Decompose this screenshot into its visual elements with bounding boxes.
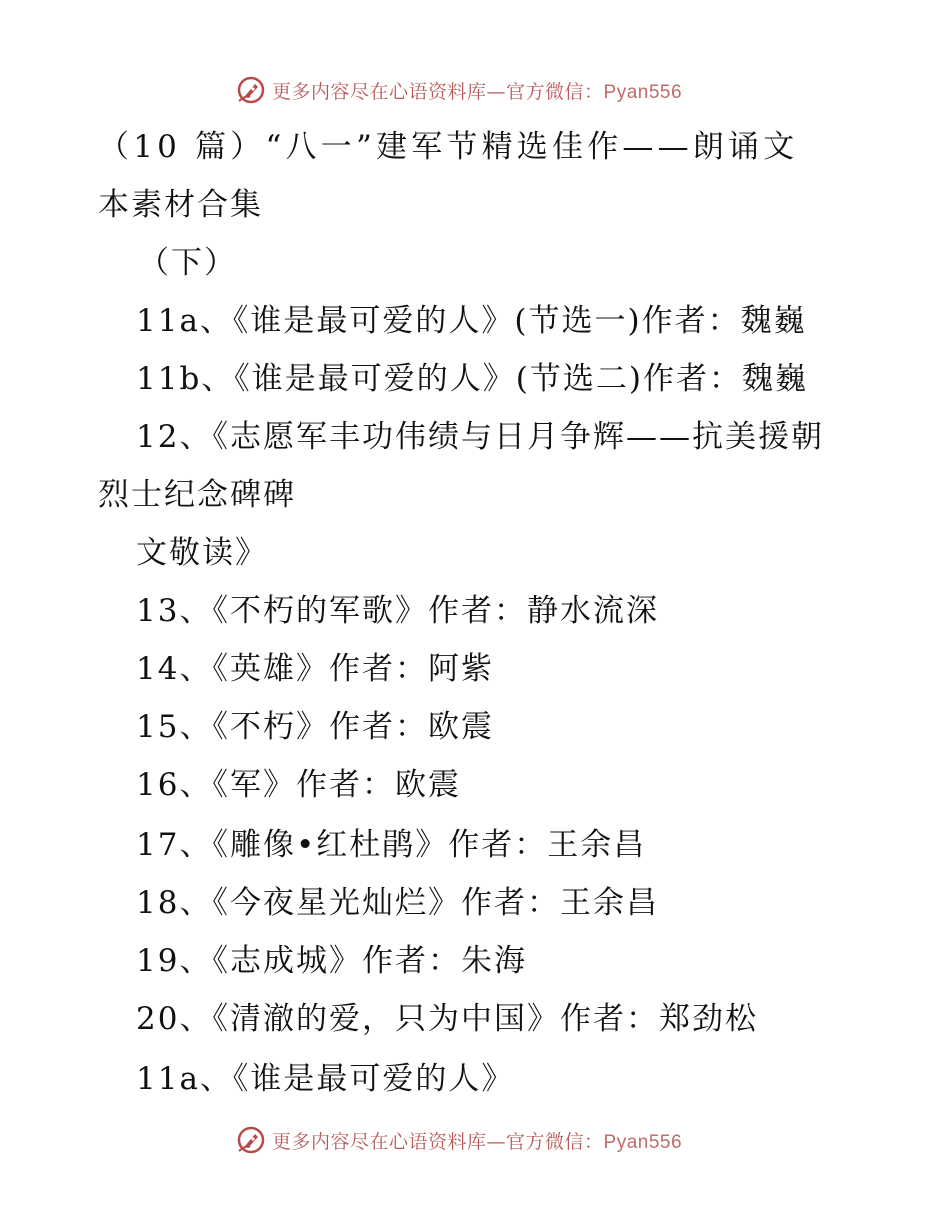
- list-item: 12、《志愿军丰功伟绩与日月争辉——抗美援朝: [136, 419, 824, 455]
- list-item-continuation: 文敬读》: [136, 535, 268, 571]
- list-item: 14、《英雄》作者：阿紫: [136, 651, 494, 687]
- pen-nib-logo-icon: [236, 1125, 266, 1155]
- document-title-line-2: 本素材合集: [98, 187, 263, 223]
- watermark-header: [236, 72, 682, 108]
- watermark-footer: [236, 1122, 682, 1158]
- watermark-text: 更多内容尽在心语资料库—官方微信：Pyan556: [272, 1130, 683, 1153]
- list-item: 19、《志成城》作者：朱海: [136, 943, 527, 979]
- list-item: 17、《雕像•红杜鹃》作者：王余昌: [136, 827, 647, 863]
- list-item: 16、《军》作者：欧震: [136, 767, 461, 803]
- list-item-continuation: 烈士纪念碑碑: [98, 477, 296, 513]
- watermark-text: 更多内容尽在心语资料库—官方微信：Pyan556: [272, 80, 683, 103]
- document-title-line-1: （10 篇）“八一”建军节精选佳作——朗诵文: [98, 129, 799, 165]
- pen-nib-logo-icon: [236, 75, 266, 105]
- watermark-wechat-id: Pyan556: [603, 1131, 683, 1153]
- list-item: 15、《不朽》作者：欧震: [136, 709, 494, 745]
- list-item: 20、《清澈的爱，只为中国》作者：郑劲松: [136, 1001, 758, 1037]
- list-item: 18、《今夜星光灿烂》作者：王余昌: [136, 885, 659, 921]
- list-item: 11a、《谁是最可爱的人》(节选一)作者：魏巍: [136, 303, 807, 339]
- list-item: 13、《不朽的军歌》作者：静水流深: [136, 593, 659, 629]
- section-heading: 11a、《谁是最可爱的人》: [136, 1061, 515, 1097]
- document-subtitle: （下）: [138, 245, 237, 281]
- list-item: 11b、《谁是最可爱的人》(节选二)作者：魏巍: [136, 361, 808, 397]
- watermark-wechat-id: Pyan556: [603, 81, 683, 103]
